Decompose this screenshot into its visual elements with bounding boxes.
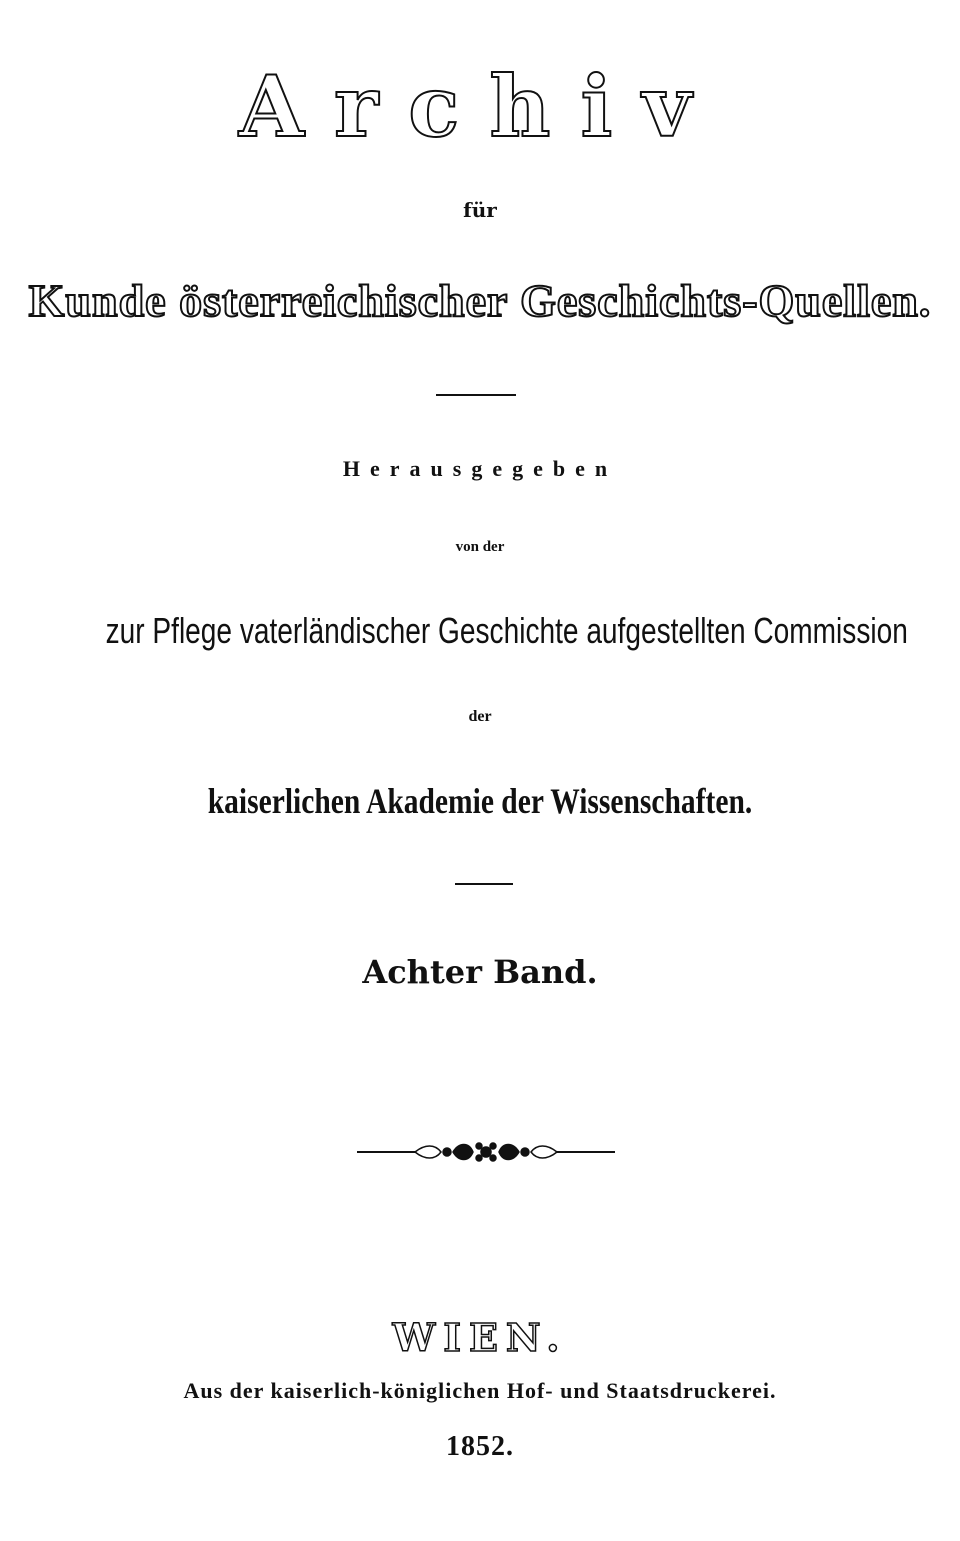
- article-der: der: [468, 708, 492, 725]
- editor-statement: Herausgegeben: [342, 456, 618, 481]
- decorative-rule-icon: [355, 1136, 617, 1168]
- place-of-publication: WIEN.: [392, 1315, 568, 1360]
- commission-name: zur Pflege vaterländischer Geschichte aufgestellten Commission: [105, 610, 908, 651]
- preposition-von-der: von der: [455, 539, 505, 555]
- volume-label: Achter Band.: [362, 953, 598, 991]
- preposition-fuer: für: [463, 198, 497, 222]
- publication-year: 1852.: [446, 1431, 514, 1462]
- book-subject: Kunde österreichischer Geschichts-Quellen.: [28, 275, 932, 326]
- divider-rule: [436, 394, 516, 396]
- printer-imprint: Aus der kaiserlich-königlichen Hof- und Staatsdruckerei.: [183, 1378, 777, 1403]
- book-title: Archiv: [238, 57, 722, 156]
- divider-rule: [455, 883, 513, 885]
- academy-name: kaiserlichen Akademie der Wissenschaften.: [207, 781, 753, 821]
